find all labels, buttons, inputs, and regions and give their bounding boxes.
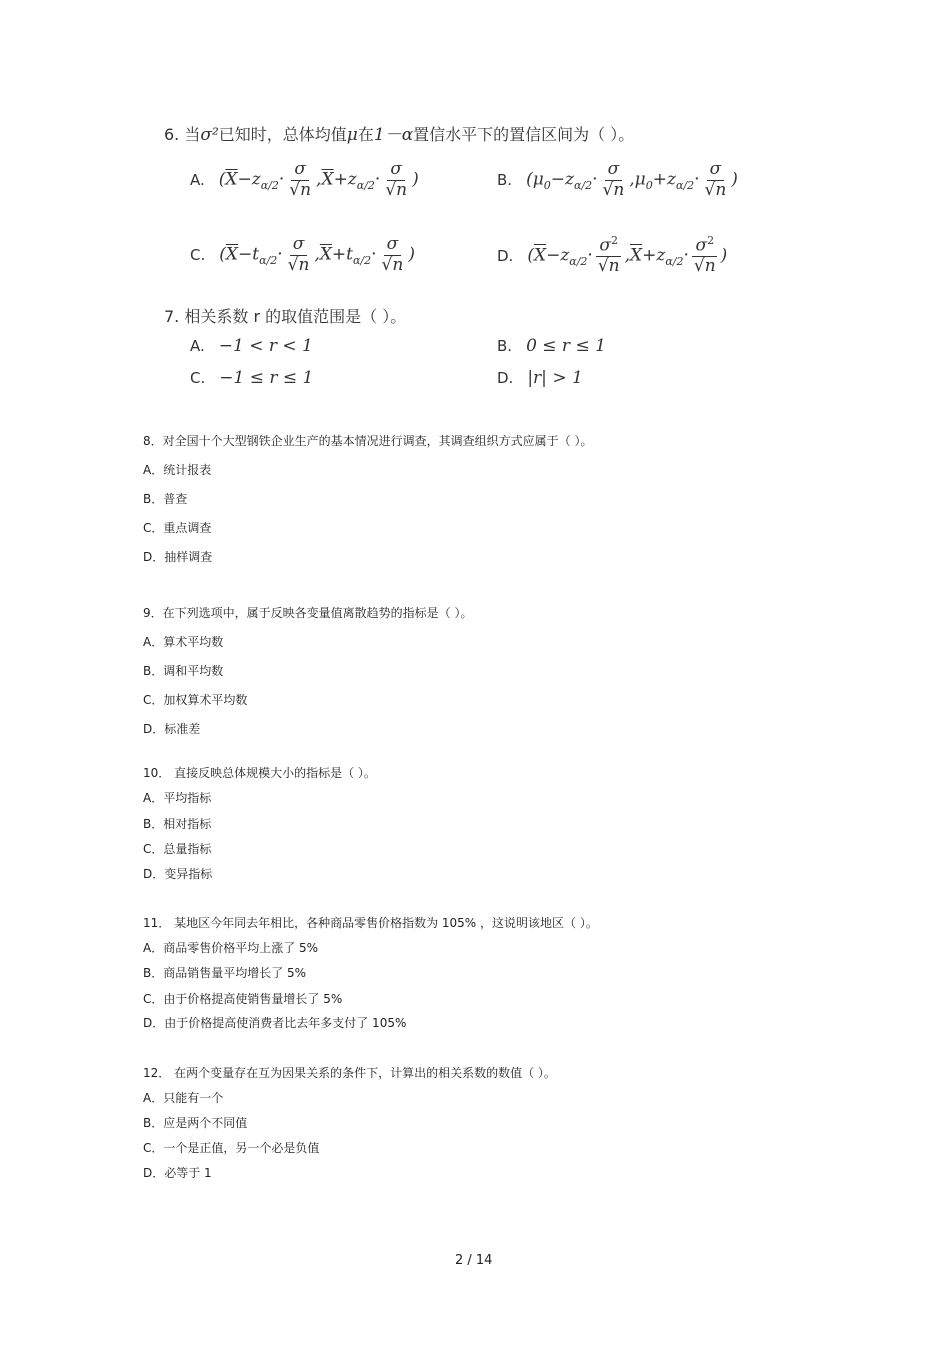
q12-option-c[interactable]: C．一个是正值，另一个必是负值 [143, 1141, 320, 1155]
q12-option-a[interactable]: A．只能有一个 [143, 1091, 224, 1105]
q9-option-c[interactable]: C．加权算术平均数 [143, 693, 248, 707]
option-label: C. [190, 369, 206, 387]
option-label: B. [497, 171, 513, 190]
q7-option-d[interactable] [497, 368, 583, 388]
q9-option-b[interactable]: B．调和平均数 [143, 664, 224, 678]
option-label: A. [190, 171, 205, 190]
q11-option-c[interactable]: C．由于价格提高使销售量增长了 5% [143, 992, 343, 1006]
q9-option-a[interactable]: A．算术平均数 [143, 635, 224, 649]
q12-option-d[interactable]: D．必等于 1 [143, 1166, 212, 1180]
q6-number: 6. 当 [164, 125, 201, 144]
q10-option-b[interactable]: B．相对指标 [143, 817, 212, 831]
q7-option-c-expr: −1 ≤ r ≤ 1 [219, 368, 314, 388]
q6-stem [164, 120, 634, 145]
q11-option-a[interactable]: A．商品零售价格平均上涨了 5% [143, 941, 319, 955]
q10-option-a[interactable]: A．平均指标 [143, 791, 212, 805]
q8-option-c[interactable]: C．重点调查 [143, 521, 212, 535]
q10-option-d[interactable]: D．变异指标 [143, 867, 213, 881]
q6-mu: μ [346, 125, 358, 145]
q6-stem-text-2: 在 [357, 125, 374, 144]
q7-option-c[interactable] [190, 368, 313, 388]
q10-option-c[interactable]: C．总量指标 [143, 842, 212, 856]
q6-stem-text-3: 置信水平下的置信区间为（ ）。 [413, 125, 635, 144]
q8-stem: 8．对全国十个大型钢铁企业生产的基本情况进行调查，其调查组织方式应属于（ ）。 [143, 434, 593, 448]
q8-option-a[interactable]: A．统计报表 [143, 463, 212, 477]
q11-stem: 11． 某地区今年同去年相比，各种商品零售价格指数为 105% ，这说明该地区（ ）。 [143, 916, 598, 930]
q12-stem: 12． 在两个变量存在互为因果关系的条件下，计算出的相关系数的数值（ ）。 [143, 1066, 556, 1080]
q6-option-d[interactable] [497, 235, 727, 277]
page-number: 2 / 14 [455, 1253, 493, 1268]
q7-option-b[interactable] [497, 336, 606, 356]
q7-stem-text: 7. 相关系数 r 的取值范围是（ ）。 [164, 307, 407, 326]
q7-option-d-expr: |r| > 1 [527, 368, 583, 388]
q12-option-b[interactable]: B．应是两个不同值 [143, 1116, 248, 1130]
q11-option-d[interactable]: D．由于价格提高使消费者比去年多支付了 105% [143, 1016, 407, 1030]
q6-confidence: 1－α [373, 125, 414, 145]
q7-option-a[interactable] [190, 336, 313, 356]
option-label: A. [190, 337, 205, 355]
q6-option-c[interactable] [190, 235, 415, 275]
q6-sigma2: σ² [200, 125, 219, 145]
option-label: C. [190, 246, 206, 265]
q6-option-a-expr: ($\overline{X}-z_{\alpha/2}\cdot$ $\frac{\sigma}{√n}$ $,\overline{X}+z_{\alpha/2}\cdot$ $\frac{\sigma}{√n}$ ) [218, 159, 419, 200]
q9-option-d[interactable]: D．标准差 [143, 722, 201, 736]
q11-option-b[interactable]: B．商品销售量平均增长了 5% [143, 966, 307, 980]
q10-stem: 10． 直接反映总体规模大小的指标是（ ）。 [143, 766, 376, 780]
q8-option-d[interactable]: D．抽样调查 [143, 550, 213, 564]
option-label: D. [497, 246, 514, 265]
q6-stem-text-1: 已知时，总体均值 [218, 125, 347, 144]
q6-option-d-expr: ($\overline{X}-z_{\alpha/2}\cdot$ $\frac{\sigma^2}{√n}$ $,\overline{X}+z_{\alpha/2}\cdot$ $\frac{\sigma^2}{√n}$ ) [527, 234, 728, 277]
q7-option-a-expr: −1 < r < 1 [218, 336, 313, 356]
q9-stem: 9．在下列选项中，属于反映各变量值离散趋势的指标是（ ）。 [143, 606, 473, 620]
q6-option-b[interactable] [497, 160, 738, 200]
q6-option-a[interactable] [190, 160, 419, 200]
q6-option-c-expr: ($\overline{X}-t_{\alpha/2}\cdot$ $\frac{\sigma}{√n}$ $,\overline{X}+t_{\alpha/2}\cdot$ $\frac{\sigma}{√n}$ ) [219, 234, 415, 275]
q7-option-b-expr: 0 ≤ r ≤ 1 [526, 336, 606, 356]
q8-option-b[interactable]: B．普查 [143, 492, 188, 506]
q6-option-b-expr: ($\mu_0-z_{\alpha/2}\cdot$ $\frac{\sigma}{√n}$ $,\mu_0+z_{\alpha/2}\cdot$ $\frac{\sigma}{√n}$ ) [526, 159, 738, 200]
option-label: B. [497, 337, 513, 355]
q7-stem [164, 304, 406, 327]
option-label: D. [497, 369, 514, 387]
